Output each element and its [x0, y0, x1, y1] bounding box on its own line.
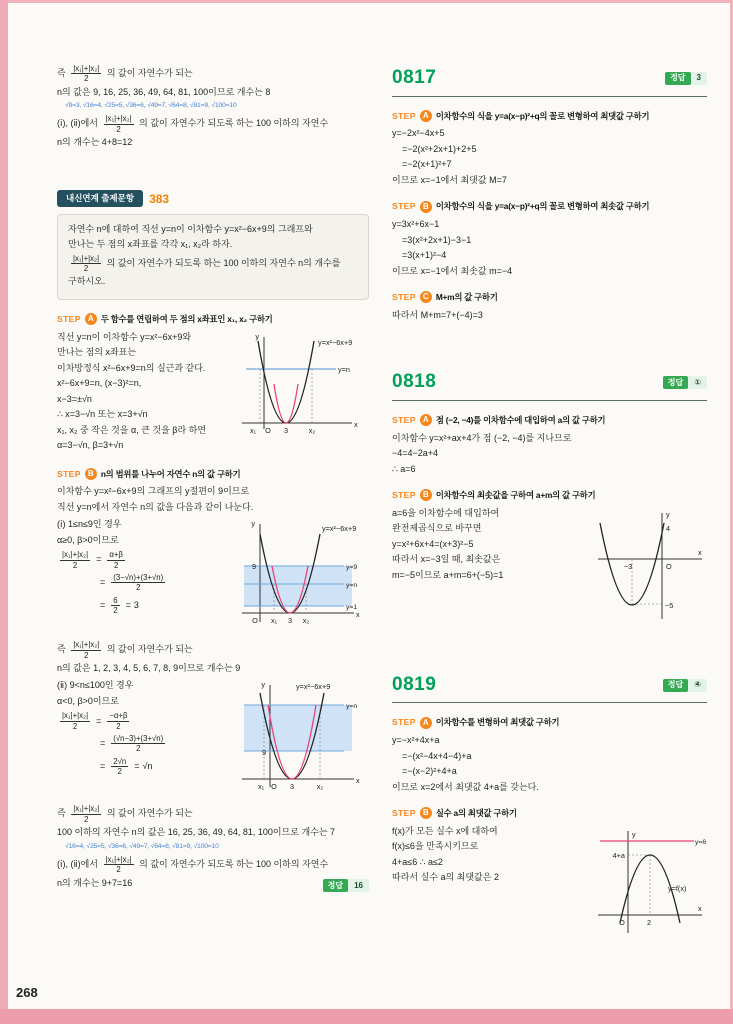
- step-badge: A: [420, 414, 432, 426]
- parabola-highlight: [274, 384, 298, 423]
- answer-value: 16: [354, 880, 363, 890]
- problem-text-line: 만나는 두 점의 x좌표를 각각 x₁, x₂라 하자.: [68, 239, 233, 250]
- axis-label-y: y: [632, 829, 636, 839]
- step-section: [392, 807, 707, 937]
- tick-x1: x₁: [270, 616, 278, 626]
- text-line: [57, 114, 369, 134]
- step-section: [392, 291, 707, 322]
- text-line: [57, 64, 369, 84]
- problem-number: 0817: [392, 67, 437, 88]
- step-header: [392, 291, 707, 304]
- solution-line: 이므로 x=2에서 최댓값 4+a를 갖는다.: [392, 781, 539, 792]
- line-label-1: y=1: [346, 604, 358, 612]
- problem-header: [392, 64, 707, 97]
- axis-label-x: x: [354, 419, 358, 429]
- step-title: 이차함수의 식을 y=a(x−p)²+q의 꼴로 변형하여 최솟값 구하기: [435, 201, 650, 212]
- step-header: [392, 414, 707, 427]
- equals-sign: =: [100, 599, 106, 610]
- step-badge: A: [85, 313, 97, 325]
- curve-label-fx: y=f(x): [668, 883, 687, 893]
- step-badge: A: [420, 110, 432, 122]
- step-section: [392, 110, 707, 188]
- answer-badge: [323, 879, 369, 892]
- answer-value: 3: [696, 73, 701, 83]
- step-header: [392, 200, 707, 213]
- text-line: α≥0, β>0이므로: [57, 534, 119, 545]
- text-line: α<0, β>0이므로: [57, 695, 119, 706]
- tick-4-plus-a: 4+a: [612, 850, 625, 860]
- solution-lines: [392, 825, 592, 887]
- problem-0819: [392, 671, 707, 937]
- fraction: $\frac{\text{|x₁|+|x₂|}}{2}$: [62, 711, 89, 731]
- linked-problem-box: [57, 214, 369, 300]
- solution-line: x²−6x+9=n, (x−3)²=n,: [57, 378, 142, 388]
- solution-line: ∴ x=3−√n 또는 x=3+√n: [57, 409, 148, 419]
- step-title: n의 범위를 나누어 자연수 n의 값 구하기: [100, 468, 241, 479]
- solution-line: =3(x²+2x+1)−3−1: [402, 234, 472, 245]
- step-section: [57, 313, 369, 455]
- text-line: [57, 855, 369, 875]
- solution-line: =−(x²−4x+4−4)+a: [402, 750, 472, 761]
- linked-problem-number: 383: [149, 191, 170, 206]
- text: 의 값이 자연수가 되도록 하는 100 이하의 자연수: [139, 118, 329, 129]
- problem-text-line: 자연수 n에 대하여 직선 y=n이 이차함수 y=x²−6x+9의 그래프와: [68, 223, 313, 234]
- step-title: 이차함수의 최솟값을 구하여 a+m의 값 구하기: [435, 490, 596, 501]
- text: 의 값이 자연수가 되도록 하는 100 이하의 자연수: [139, 859, 329, 870]
- solution-line: f(x)가 모든 실수 x에 대하여: [392, 825, 498, 836]
- step-section: [392, 414, 707, 476]
- step-label: STEP: [392, 717, 416, 728]
- page-edge-top: [0, 0, 733, 3]
- solution-line: =3(x+1)²−4: [402, 250, 447, 260]
- text-line: [57, 804, 369, 824]
- case-heading: (ⅰ) 1≤n≤9인 경우: [57, 519, 122, 530]
- tick-x2: x₂: [302, 616, 310, 626]
- equation-result: √n: [142, 760, 153, 771]
- step-title: M+m의 값 구하기: [435, 292, 498, 303]
- left-column: [57, 64, 369, 892]
- step-badge: B: [420, 807, 432, 819]
- equation-block: [57, 550, 234, 615]
- axis-label-x: x: [356, 776, 360, 786]
- solution-line: x−3=±√n: [57, 393, 92, 404]
- step-header: [392, 807, 707, 820]
- solution-line: ∴ a=6: [392, 463, 416, 474]
- step-badge: A: [420, 717, 432, 729]
- fraction: $\frac{2√n}{2}$: [113, 756, 127, 777]
- solution-lines: [392, 309, 707, 323]
- text-line: n의 값은 9, 16, 25, 36, 49, 64, 81, 100이므로 개수는 8: [57, 86, 271, 97]
- page-edge-bottom: [0, 1009, 733, 1024]
- graph-0818-parabola: [592, 507, 707, 625]
- step-badge: B: [85, 468, 97, 480]
- step-header: [392, 489, 707, 502]
- solution-line: =−2(x+1)²+7: [402, 159, 452, 170]
- right-column: [392, 64, 707, 937]
- axis-label-y: y: [666, 509, 670, 519]
- answer-badge: [663, 376, 707, 389]
- step-label: STEP: [392, 110, 416, 121]
- solution-line: 이므로 x=−1에서 최솟값 m=−4: [392, 265, 513, 276]
- annotation-note: √16=4, √25=5, √36=6, √49=7, √64=8, √81=9, √100=10: [65, 842, 219, 850]
- tick-9: 9: [251, 562, 256, 572]
- step-label: STEP: [392, 201, 416, 212]
- fraction: $\frac{\text{|x₁|+|x₂|}}{2}$: [73, 640, 100, 660]
- text-line: 이차함수 y=x²−6x+9의 그래프의 y절편이 9이므로: [57, 486, 250, 497]
- solution-line: f(x)≤6을 만족시키므로: [392, 841, 479, 852]
- tick-x1: x₁: [257, 782, 265, 792]
- fraction: $\frac{\text{|x₁|+|x₂|}}{2}$: [105, 854, 132, 875]
- step-badge: B: [420, 201, 432, 213]
- tick-9: 9: [261, 748, 266, 758]
- text-line: [57, 640, 369, 660]
- solution-line: 이차방정식 x²−6x+9=n의 실근과 같다.: [57, 362, 206, 373]
- line-label-n: y=n: [346, 703, 358, 711]
- step-label: STEP: [392, 414, 416, 425]
- line-label-n: y=n: [338, 364, 350, 374]
- axis-label-y: y: [255, 331, 259, 341]
- fraction: $\frac{6}{2}$: [113, 595, 118, 615]
- step-label: STEP: [392, 490, 416, 500]
- problem-0818: [392, 368, 707, 625]
- step-label: STEP: [392, 808, 416, 818]
- fraction: $\frac{-\alpha+\beta}{2}$: [109, 711, 128, 731]
- tick-4: 4: [666, 523, 671, 533]
- shaded-band: [244, 705, 352, 751]
- page-number: 268: [16, 985, 38, 1000]
- solution-lines: [392, 507, 592, 585]
- step-section: [392, 716, 707, 794]
- step-title: 이차함수를 변형하여 최댓값 구하기: [435, 717, 560, 728]
- solution-line: y=−2x²−4x+5: [392, 128, 445, 139]
- solution-lines: [392, 127, 707, 187]
- text-line: n의 개수는 4+8=12: [57, 137, 133, 148]
- step-badge: B: [420, 489, 432, 501]
- page-edge-left: [0, 0, 8, 1024]
- tick-3: 3: [283, 425, 289, 435]
- equals-sign: =: [100, 577, 106, 588]
- answer-label: 정답: [663, 376, 688, 389]
- step-header: [392, 716, 707, 729]
- step-label: STEP: [392, 292, 416, 302]
- solution-line: y=x²+6x+4=(x+3)²−5: [392, 538, 474, 549]
- graph-0819-parabola: [592, 825, 707, 937]
- axis-label-x: x: [698, 547, 702, 557]
- solution-line: 4+a≤6 ∴ a≤2: [392, 856, 443, 867]
- text-line: 직선 y=n에서 자연수 n의 값을 다음과 같이 나눈다.: [57, 501, 254, 512]
- fraction: $\frac{\text{|x₁|+|x₂|}}{2}$: [73, 804, 100, 824]
- tick-x2: x₂: [316, 782, 324, 792]
- graph-parabola-line-n: [234, 331, 369, 449]
- origin-label: O: [252, 616, 258, 626]
- tick-3: 3: [287, 616, 293, 626]
- solution-line: =−2(x²+2x+1)+2+5: [402, 143, 477, 154]
- linked-problem-header: [57, 190, 369, 208]
- answer-label: 정답: [663, 679, 688, 692]
- fraction: $\frac{\text{|x₁|+|x₂|}}{2}$: [105, 114, 132, 134]
- text: (ⅰ), (ⅱ)에서: [57, 859, 98, 870]
- solution-line: α=3−√n, β=3+√n: [57, 440, 124, 450]
- tick-x2: x₂: [308, 425, 316, 435]
- answer-label: 정답: [323, 879, 348, 892]
- text: (ⅰ), (ⅱ)에서: [57, 118, 98, 129]
- solution-line: x₁, x₂ 중 작은 것을 α, 큰 것을 β라 하면: [57, 424, 207, 435]
- origin-label: O: [619, 917, 625, 927]
- equation-result: 3: [133, 599, 139, 610]
- problem-number: 0818: [392, 371, 437, 393]
- equation-block: [57, 711, 234, 776]
- fraction: $\frac{\text{|x₁|+|x₂|}}{2}$: [73, 64, 100, 84]
- step-header: [57, 313, 369, 326]
- solution-line: 완전제곱식으로 바꾸면: [392, 523, 482, 534]
- solution-line: 따라서 실수 a의 최댓값은 2: [392, 872, 499, 883]
- step-badge: C: [420, 291, 432, 303]
- problem-header: [392, 671, 707, 704]
- step-label: STEP: [57, 468, 81, 479]
- problem-0817: [392, 64, 707, 322]
- answer-value: ④: [694, 680, 701, 689]
- case-heading: (ⅱ) 9<n≤100인 경우: [57, 680, 134, 691]
- solution-line: y=−x²+4x+a: [392, 735, 440, 745]
- step-label: STEP: [57, 313, 81, 324]
- solution-line: 따라서 x=−3일 때, 최솟값은: [392, 554, 501, 565]
- equals-sign: =: [134, 760, 140, 771]
- annotation-note: √9=3, √16=4, √25=5, √36=6, √49=7, √64=8, √81=9, √100=10: [65, 102, 237, 110]
- solution-line: y=3x²+6x−1: [392, 219, 440, 229]
- tick-neg3: −3: [623, 561, 633, 571]
- curve-label: y=x²−6x+9: [322, 524, 357, 534]
- fraction: $\frac{\text{|x₁|+|x₂|}}{2}$: [73, 253, 100, 273]
- origin-label: O: [271, 782, 277, 792]
- curve-label: y=x²−6x+9: [296, 682, 331, 692]
- solution-line: 따라서 M+m=7+(−4)=3: [392, 309, 483, 320]
- problem-header: [392, 368, 707, 401]
- text: 즉: [57, 644, 66, 655]
- text: 의 값이 자연수가 되는: [106, 644, 193, 655]
- graph-case1-band: [234, 518, 369, 640]
- solution-line: 이차함수 y=x²+ax+4가 점 (−2, −4)를 지나므로: [392, 432, 572, 443]
- tick-3: 3: [289, 782, 295, 792]
- solution-lines: [392, 734, 707, 794]
- solution-line: 이므로 x=−1에서 최댓값 M=7: [392, 174, 507, 185]
- equals-sign: =: [125, 599, 131, 610]
- origin-label: O: [265, 425, 271, 435]
- line-label-n: y=n: [346, 582, 358, 590]
- solution-line: m=−5이므로 a+m=6+(−5)=1: [392, 569, 504, 580]
- equals-sign: =: [96, 715, 102, 726]
- step-section: [392, 489, 707, 625]
- fraction: $\frac{\alpha+\beta}{2}$: [109, 550, 123, 570]
- solution-line: a=6을 이차함수에 대입하여: [392, 507, 500, 518]
- fraction: $\frac{(√n-3)+(3+√n)}{2}$: [113, 734, 164, 754]
- solution-lines: [392, 432, 707, 477]
- line-label-y6: y=6: [695, 838, 707, 846]
- step-title: 실수 a의 최댓값 구하기: [435, 808, 517, 819]
- text-line: n의 값은 1, 2, 3, 4, 5, 6, 7, 8, 9이므로 개수는 9: [57, 662, 241, 673]
- step-title: 점 (−2, −4)를 이차함수에 대입하여 a의 값 구하기: [435, 414, 606, 425]
- step-section: [392, 200, 707, 278]
- solution-line: −4=4−2a+4: [392, 448, 439, 458]
- text: 즉: [57, 68, 66, 79]
- problem-number: 0819: [392, 673, 437, 695]
- solution-line: 직선 y=n이 이차함수 y=x²−6x+9와: [57, 331, 192, 342]
- text-line: n의 개수는 9+7=16: [57, 877, 133, 888]
- text-line: 100 이하의 자연수 n의 값은 16, 25, 36, 49, 64, 81, 100이므로 개수는 7: [57, 827, 336, 838]
- solution-line: =−(x−2)²+4+a: [402, 766, 457, 776]
- solution-lines: [57, 331, 234, 455]
- step-section: [57, 468, 369, 893]
- graph-case2-band: [234, 679, 369, 804]
- fraction: $\frac{(3-√n)+(3+√n)}{2}$: [113, 572, 164, 593]
- answer-badge: [665, 72, 707, 85]
- text: 의 값이 자연수가 되는: [106, 68, 193, 79]
- problem-text-line: [68, 254, 358, 274]
- axis-label-x: x: [698, 903, 702, 913]
- line-label-9: y=9: [346, 564, 358, 572]
- linked-problem-tag: 내신연계 출제문항: [57, 190, 143, 207]
- equals-sign: =: [100, 760, 106, 771]
- curve-label: y=x²−6x+9: [318, 337, 353, 347]
- text: 즉: [57, 808, 66, 819]
- answer-value: ①: [694, 377, 701, 387]
- solution-lines: [392, 218, 707, 278]
- equals-sign: =: [96, 554, 102, 565]
- step-header: [57, 468, 369, 481]
- axis-label-x: x: [356, 610, 360, 620]
- text: 의 값이 자연수가 되도록 하는 100 이하의 자연수 n의 개수를: [106, 257, 341, 268]
- equals-sign: =: [100, 738, 106, 749]
- origin-label: O: [666, 561, 672, 571]
- tick-neg5: −5: [665, 600, 674, 610]
- step-title: 이차함수의 식을 y=a(x−p)²+q의 꼴로 변형하여 최댓값 구하기: [435, 110, 650, 121]
- problem-text-line: 구하시오.: [68, 276, 106, 287]
- axis-label-y: y: [251, 519, 255, 529]
- text: 의 값이 자연수가 되는: [106, 808, 193, 819]
- step-title: 두 함수를 연립하여 두 점의 x좌표인 x₁, x₂ 구하기: [100, 313, 273, 324]
- parabola-curve: [258, 341, 314, 423]
- answer-label: 정답: [665, 72, 690, 85]
- solution-line: 만나는 점의 x좌표는: [57, 347, 137, 357]
- answer-badge: [663, 679, 707, 692]
- tick-2: 2: [646, 917, 652, 927]
- tick-x1: x₁: [249, 425, 257, 435]
- fraction: $\frac{\text{|x₁|+|x₂|}}{2}$: [62, 550, 89, 570]
- axis-label-y: y: [261, 680, 265, 690]
- step-header: [392, 110, 707, 123]
